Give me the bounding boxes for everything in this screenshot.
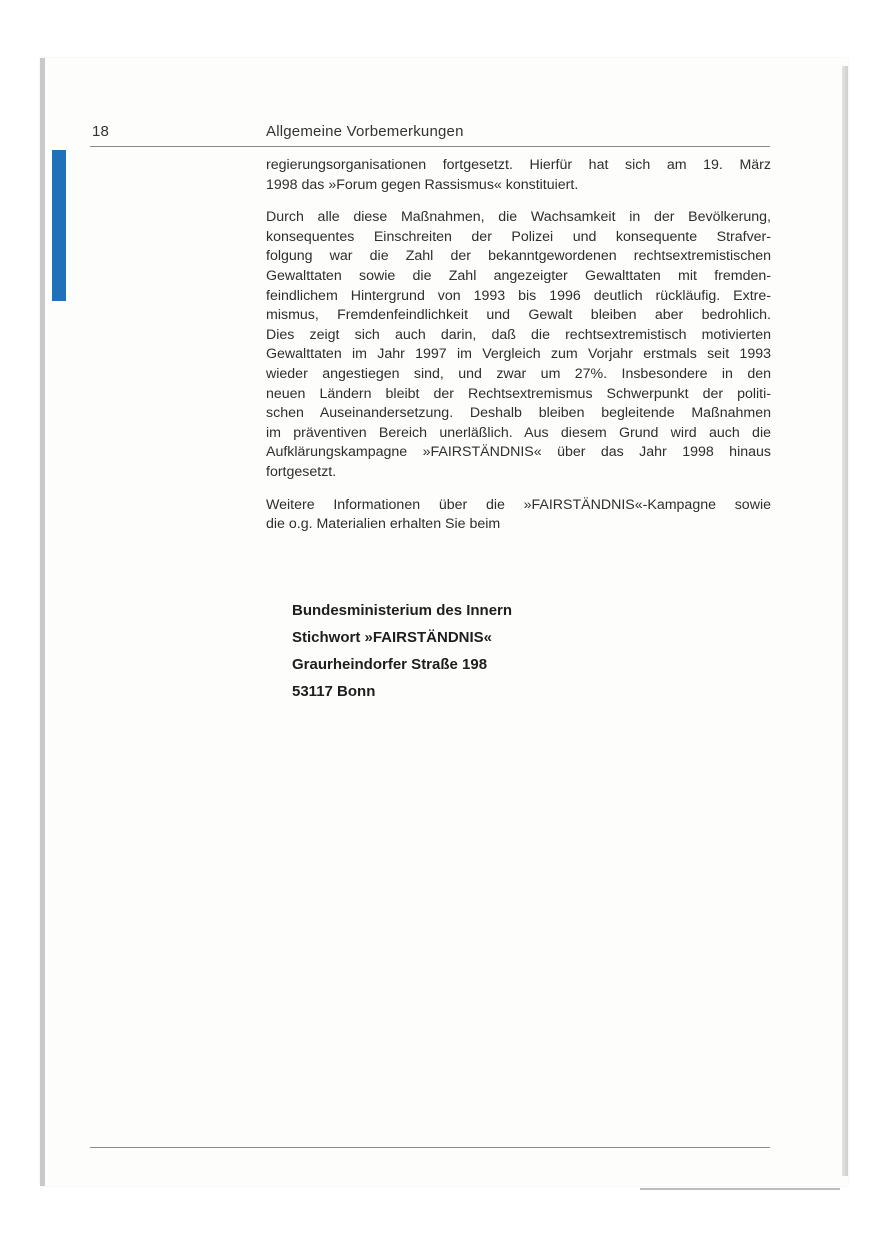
paragraph [266,156,771,195]
text-line: Durch alle diese Maßnahmen, die Wachsamkeit in der Bevölkerung, [266,209,771,226]
text-line: regierungsorganisationen fortgesetzt. Hierfür hat sich am 19. März [266,157,771,173]
page-right-edge [842,66,848,1176]
text-line: schen Auseinandersetzung. Deshalb bleiben begleitende Maßnahmen [266,405,771,422]
body-text [266,156,771,548]
text-line: im präventiven Bereich unerläßlich. Aus diesem Grund wird auch die [266,424,771,441]
running-head: Allgemeine Vorbemerkungen [266,123,464,140]
footer-rule [90,1147,770,1148]
text-line: konsequentes Einschreiten der Polizei und konsequente Strafver- [266,228,771,245]
text-line: folgung war die Zahl der bekanntgewordenen rechtsextremistischen [266,248,771,265]
address-street: Graurheindorfer Straße 198 [292,656,488,673]
page-number: 18 [92,123,110,140]
paragraph [266,496,771,535]
text-line: wieder angestiegen sind, und zwar um 27%. Insbesondere in den [266,365,771,382]
text-line: fortgesetzt. [266,463,337,480]
text-line: mismus, Fremdenfeindlichkeit und Gewalt bleiben aber bedrohlich. [266,307,771,324]
address-city: 53117 Bonn [292,683,376,700]
scan-streak [640,1188,840,1190]
page-left-edge [40,58,45,1186]
address-organization: Bundesministerium des Innern [292,602,513,619]
text-line: die o.g. Materialien erhalten Sie beim [266,516,501,533]
text-line: Weitere Informationen über die »FAIRSTÄNDNIS«-Kampagne sowie [266,496,771,513]
text-line: Dies zeigt sich auch darin, daß die rechtsextremistisch motivierten [266,326,771,343]
text-line: neuen Ländern bleibt der Rechtsextremismus Schwerpunkt der politi- [266,385,771,402]
text-line: feindlichem Hintergrund von 1993 bis 1996 deutlich rückläufig. Extre- [266,287,771,304]
text-line: Aufklärungskampagne »FAIRSTÄNDNIS« über das Jahr 1998 hinaus [266,444,771,461]
text-line: Gewalttaten im Jahr 1997 im Vergleich zum Vorjahr erstmals seit 1993 [266,346,771,363]
text-line: Gewalttaten sowie die Zahl angezeigter Gewalttaten mit fremden- [266,267,771,284]
contact-address [292,597,512,705]
paragraph [266,208,771,482]
chapter-color-tab [52,150,66,301]
text-line: 1998 das »Forum gegen Rassismus« konstituiert. [266,176,579,193]
header-rule [90,146,770,147]
address-keyword: Stichwort »FAIRSTÄNDNIS« [292,629,493,646]
